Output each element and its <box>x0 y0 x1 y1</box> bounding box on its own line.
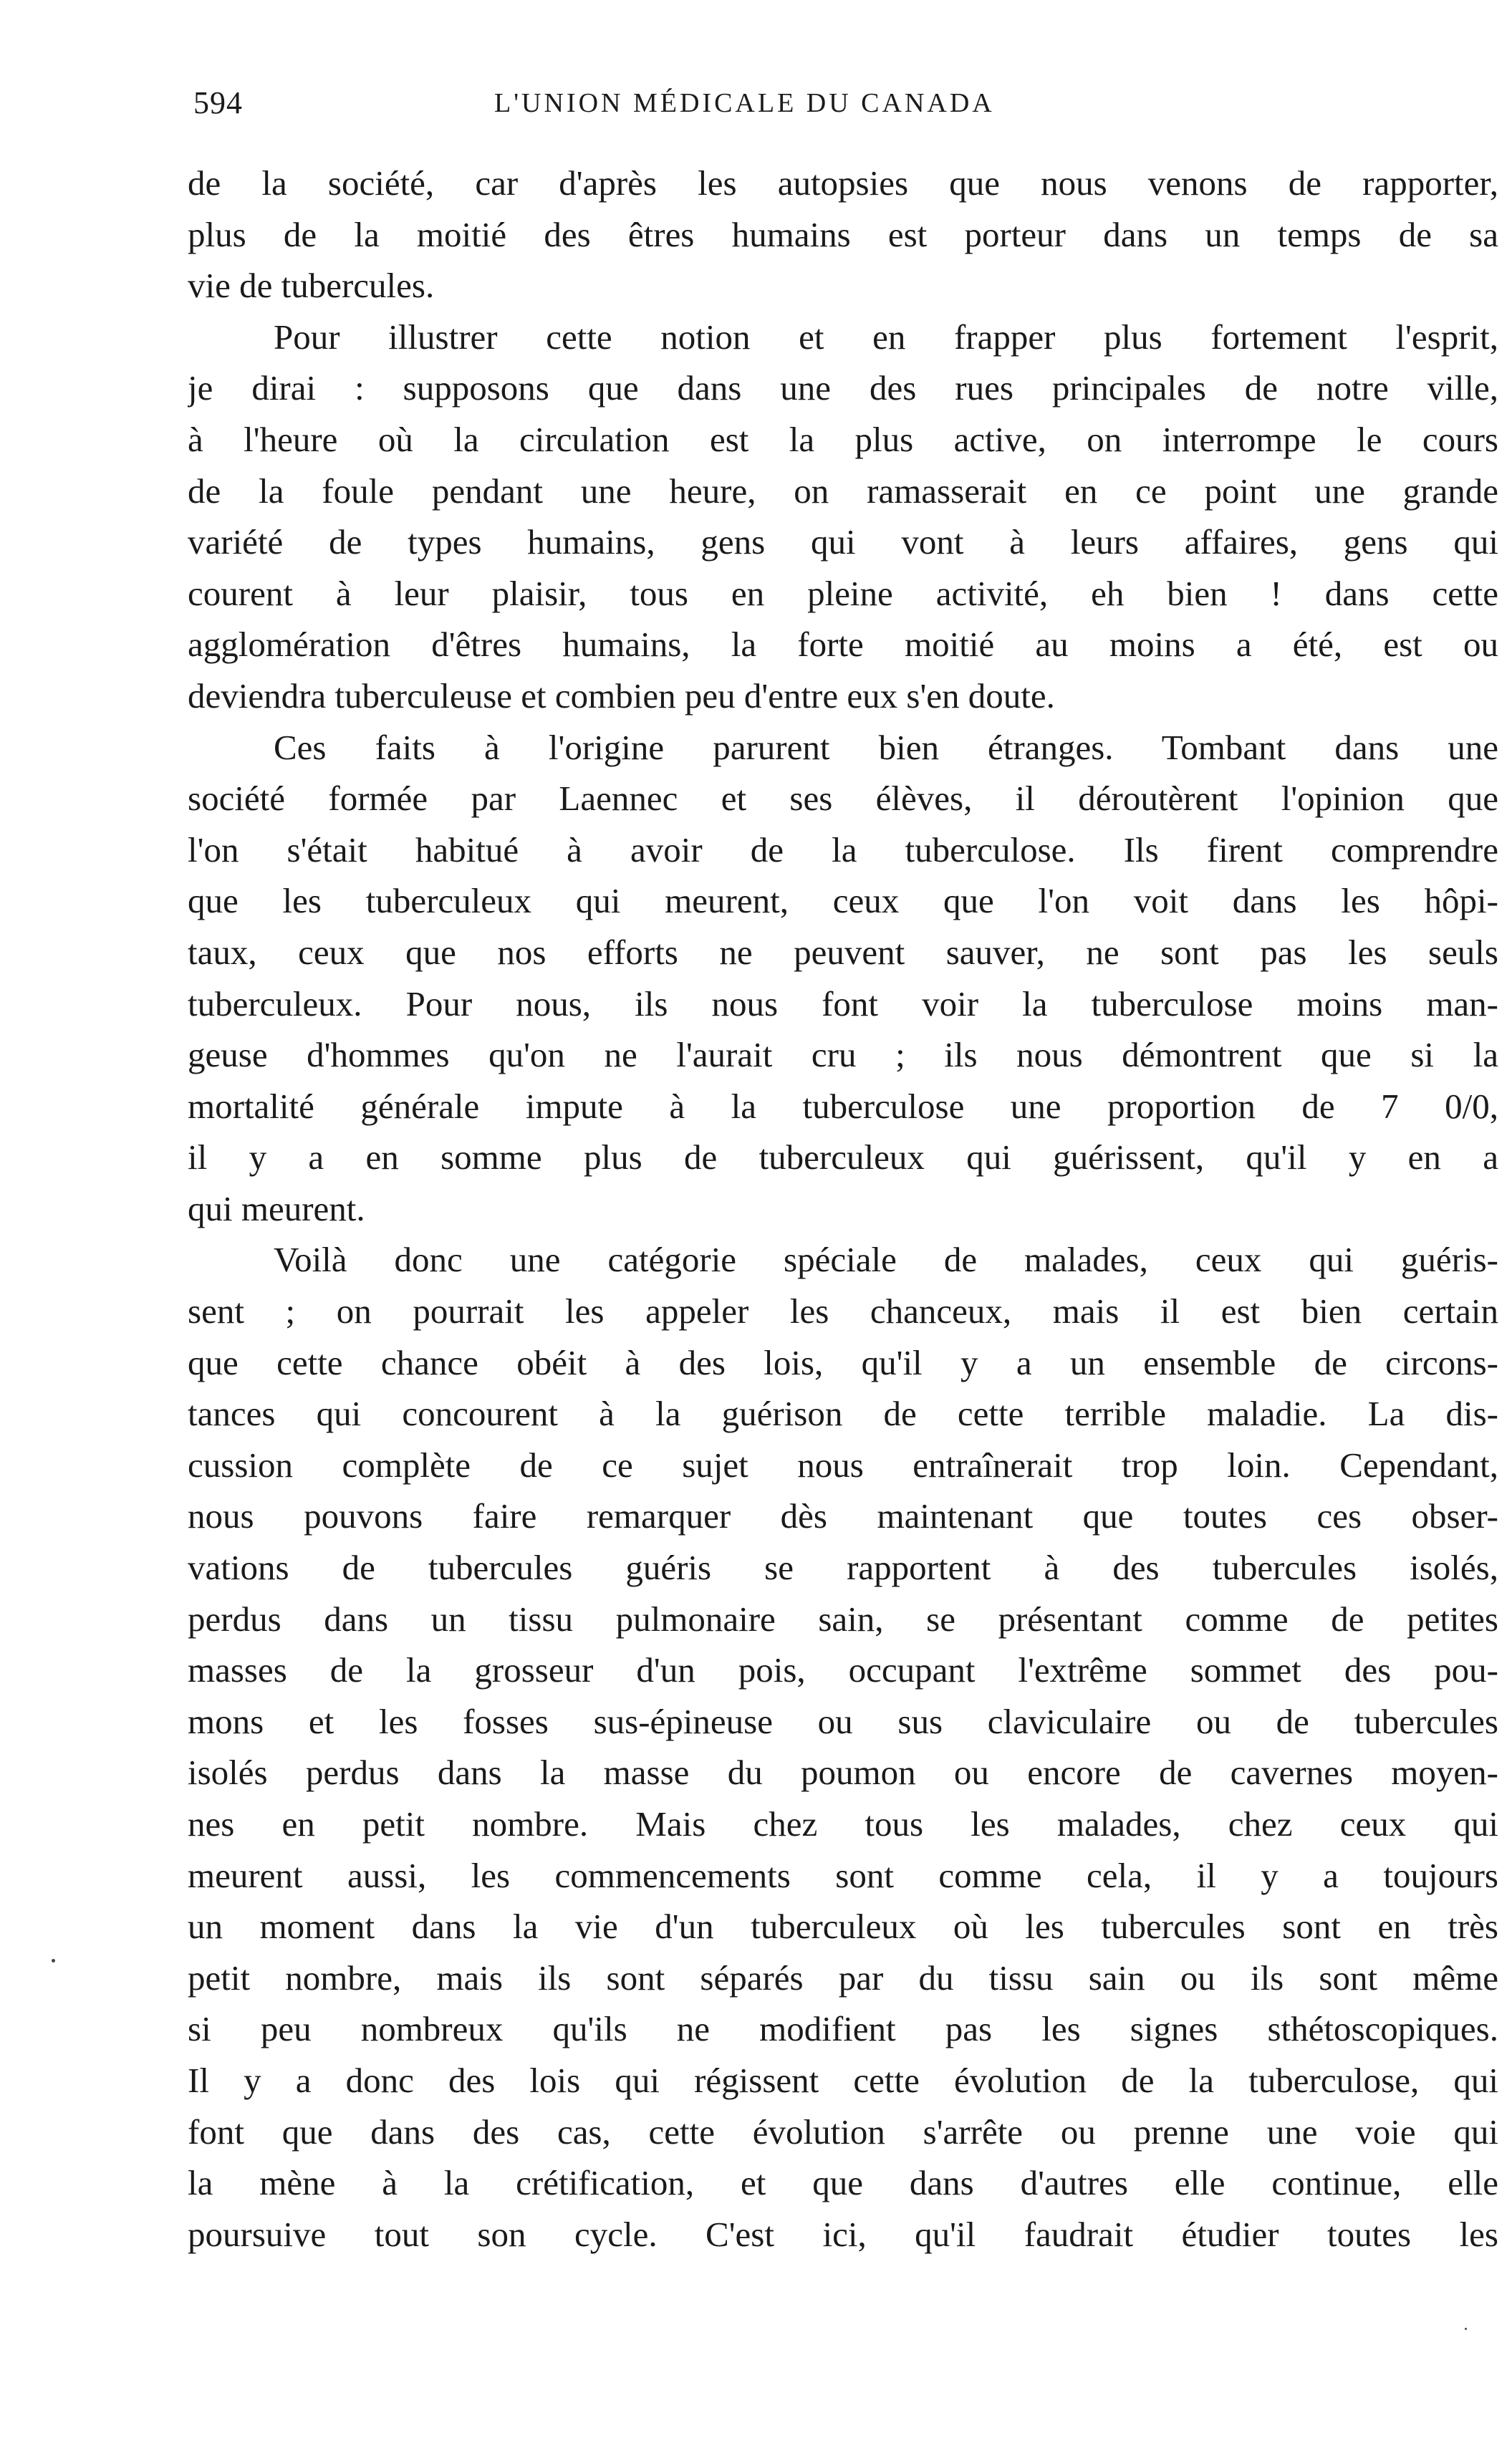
page-header <box>193 85 1511 135</box>
paragraph-first-line: Voilà donc une catégorie spéciale de malades, ceux qui guéris- <box>274 1240 1498 1280</box>
text-line: je dirai : supposons que dans une des rues principales de notre ville, <box>188 368 1498 408</box>
text-line: vations de tubercules guéris se rapportent à des tubercules isolés, <box>188 1548 1498 1588</box>
text-line: société formée par Laennec et ses élèves, il déroutèrent l'opinion que <box>188 779 1498 819</box>
text-line: poursuive tout son cycle. C'est ici, qu'il faudrait étudier toutes les <box>188 2214 1498 2254</box>
text-line: Il y a donc des lois qui régissent cette évolution de la tuberculose, qui <box>188 2060 1498 2100</box>
text-line: masses de la grosseur d'un pois, occupant l'extrême sommet des pou- <box>188 1650 1498 1690</box>
text-line: isolés perdus dans la masse du poumon ou encore de cavernes moyen- <box>188 1753 1498 1793</box>
text-line: nes en petit nombre. Mais chez tous les malades, chez ceux qui <box>188 1804 1498 1844</box>
text-line: l'on s'était habitué à avoir de la tuberculose. Ils firent comprendre <box>188 829 1498 870</box>
text-line: sent ; on pourrait les appeler les chanceux, mais il est bien certain <box>188 1291 1498 1331</box>
text-line: qui meurent. <box>188 1188 365 1228</box>
running-title: L'UNION MÉDICALE DU CANADA <box>494 88 995 118</box>
text-line: taux, ceux que nos efforts ne peuvent sauver, ne sont pas les seuls <box>188 932 1498 972</box>
text-line: tuberculeux. Pour nous, ils nous font voir la tuberculose moins man- <box>188 983 1498 1024</box>
text-line: si peu nombreux qu'ils ne modifient pas les signes sthétoscopiques. <box>188 2009 1498 2049</box>
text-line: font que dans des cas, cette évolution s'arrête ou prenne une voie qui <box>188 2111 1498 2152</box>
text-line: de la société, car d'après les autopsies que nous venons de rapporter, <box>188 163 1498 203</box>
text-line: mons et les fosses sus-épineuse ou sus claviculaire ou de tubercules <box>188 1701 1498 1741</box>
text-line: il y a en somme plus de tuberculeux qui guérissent, qu'il y en a <box>188 1137 1498 1177</box>
margin-speck <box>1465 2328 1467 2330</box>
text-line: vie de tubercules. <box>188 266 435 306</box>
text-line: à l'heure où la circulation est la plus active, on interrompe le cours <box>188 419 1498 459</box>
text-line: courent à leur plaisir, tous en pleine activité, eh bien ! dans cette <box>188 573 1498 613</box>
text-line: meurent aussi, les commencements sont comme cela, il y a toujours <box>188 1855 1498 1895</box>
text-line: la mène à la crétification, et que dans d'autres elle continue, elle <box>188 2163 1498 2203</box>
text-line: que cette chance obéit à des lois, qu'il y a un ensemble de circons- <box>188 1342 1498 1382</box>
page-number: 594 <box>193 85 243 120</box>
text-line: agglomération d'êtres humains, la forte moitié au moins a été, est ou <box>188 625 1498 665</box>
text-line: perdus dans un tissu pulmonaire sain, se présentant comme de petites <box>188 1599 1498 1639</box>
text-line: petit nombre, mais ils sont séparés par du tissu sain ou ils sont même <box>188 1957 1498 1998</box>
text-line: geuse d'hommes qu'on ne l'aurait cru ; ils nous démontrent que si la <box>188 1035 1498 1075</box>
text-line: nous pouvons faire remarquer dès maintenant que toutes ces obser- <box>188 1496 1498 1536</box>
text-line: cussion complète de ce sujet nous entraînerait trop loin. Cependant, <box>188 1445 1498 1485</box>
paragraph-first-line: Pour illustrer cette notion et en frapper plus fortement l'esprit, <box>274 317 1498 357</box>
text-line: variété de types humains, gens qui vont à leurs affaires, gens qui <box>188 522 1498 562</box>
text-line: un moment dans la vie d'un tuberculeux où les tubercules sont en très <box>188 1907 1498 1947</box>
text-line: mortalité générale impute à la tuberculose une proportion de 7 0/0, <box>188 1086 1498 1126</box>
text-line: de la foule pendant une heure, on ramasserait en ce point une grande <box>188 471 1498 511</box>
margin-speck <box>52 1959 55 1962</box>
paragraph-first-line: Ces faits à l'origine parurent bien étranges. Tombant dans une <box>274 727 1498 767</box>
text-line: que les tuberculeux qui meurent, ceux que l'on voit dans les hôpi- <box>188 881 1498 921</box>
text-line: deviendra tuberculeuse et combien peu d'entre eux s'en doute. <box>188 675 1055 716</box>
text-line: tances qui concourent à la guérison de cette terrible maladie. La dis- <box>188 1394 1498 1434</box>
text-line: plus de la moitié des êtres humains est porteur dans un temps de sa <box>188 214 1498 254</box>
body-text <box>188 158 1498 2260</box>
